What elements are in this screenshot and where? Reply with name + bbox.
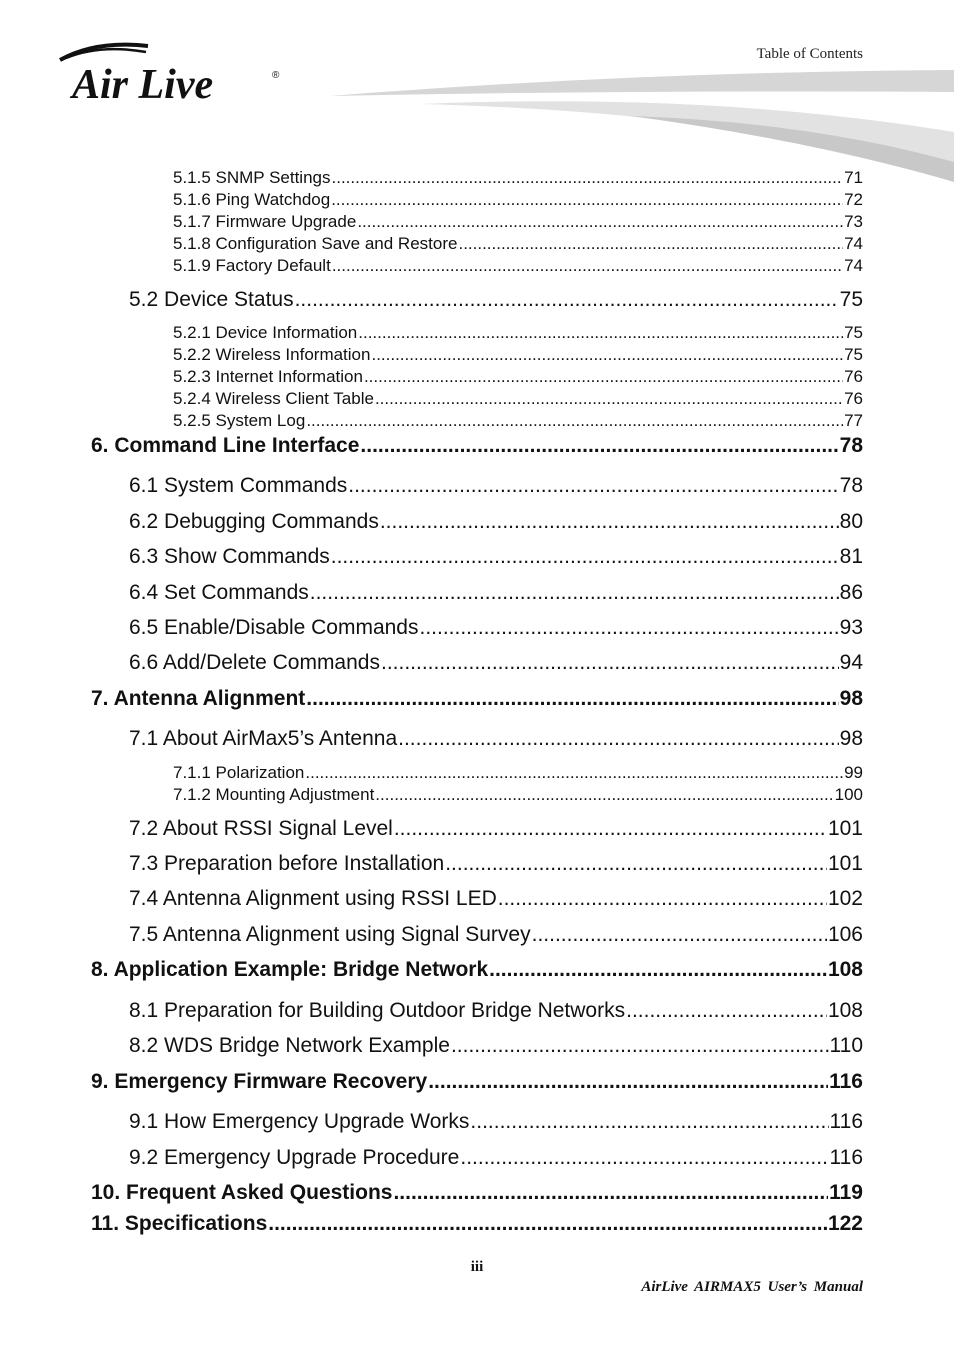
toc-entry-page: 81 [839, 545, 863, 568]
toc-entry-title: 7.1 About AirMax5’s Antenna [129, 727, 398, 750]
toc-entry-title: 5.1.6 Ping Watchdog [173, 190, 331, 209]
toc-leader-dots [428, 1070, 828, 1094]
toc-entry-title: 7.1.2 Mounting Adjustment [173, 785, 375, 804]
toc-leader-dots [460, 1146, 828, 1170]
toc-entry[interactable] [173, 763, 863, 783]
toc-entry-page: 74 [844, 234, 863, 253]
toc-leader-dots [358, 323, 843, 343]
toc-entry-page: 98 [839, 727, 863, 750]
toc-entry[interactable] [91, 1181, 863, 1205]
toc-entry-title: 6.5 Enable/Disable Commands [129, 616, 419, 639]
toc-entry-page: 78 [839, 434, 863, 457]
toc-entry-title: 9. Emergency Firmware Recovery [91, 1070, 428, 1093]
toc-entry-page: 75 [844, 323, 863, 342]
toc-entry-page: 116 [829, 1110, 863, 1133]
toc-entry[interactable] [129, 1110, 863, 1134]
toc-leader-dots [348, 474, 838, 498]
toc-entry-title: 11. Specifications [91, 1212, 268, 1235]
logo-registered-mark: ® [272, 70, 280, 81]
toc-entry-title: 5.2.3 Internet Information [173, 367, 363, 386]
toc-entry[interactable] [91, 434, 863, 458]
toc-entry-page: 98 [839, 687, 863, 710]
airlive-logo [56, 38, 296, 108]
toc-entry[interactable] [173, 168, 863, 188]
toc-entry[interactable] [173, 785, 863, 805]
toc-entry-title: 9.1 How Emergency Upgrade Works [129, 1110, 470, 1133]
toc-entry[interactable] [129, 923, 863, 947]
toc-entry-title: 6.1 System Commands [129, 474, 348, 497]
toc-entry-title: 5.2.4 Wireless Client Table [173, 389, 374, 408]
toc-leader-dots [445, 852, 827, 876]
toc-leader-dots [357, 212, 843, 232]
toc-entry[interactable] [129, 852, 863, 876]
toc-leader-dots [498, 887, 827, 911]
toc-entry-page: 74 [844, 256, 863, 275]
toc-entry[interactable] [129, 727, 863, 751]
toc-leader-dots [420, 616, 839, 640]
toc-leader-dots [371, 345, 843, 365]
toc-leader-dots [331, 190, 843, 210]
toc-entry[interactable] [129, 510, 863, 534]
toc-entry[interactable] [129, 616, 863, 640]
toc-entry-page: 110 [829, 1034, 863, 1057]
toc-leader-dots [268, 1212, 827, 1236]
toc-entry-page: 99 [844, 763, 863, 782]
toc-entry-page: 102 [827, 887, 863, 910]
toc-entry[interactable] [91, 1212, 863, 1236]
toc-entry-title: 7.5 Antenna Alignment using Signal Survey [129, 923, 531, 946]
toc-entry-page: 116 [829, 1070, 863, 1093]
toc-entry-page: 75 [839, 288, 863, 311]
toc-entry-page: 101 [827, 817, 863, 840]
toc-entry-title: 8.2 WDS Bridge Network Example [129, 1034, 450, 1057]
toc-entry-page: 77 [844, 411, 863, 430]
toc-leader-dots [332, 256, 843, 276]
toc-leader-dots [375, 389, 843, 409]
toc-entry-title: 7.2 About RSSI Signal Level [129, 817, 393, 840]
toc-entry-title: 7.3 Preparation before Installation [129, 852, 445, 875]
toc-entry[interactable] [173, 212, 863, 232]
toc-entry-page: 80 [839, 510, 863, 533]
toc-entry[interactable] [129, 651, 863, 675]
toc-entry[interactable] [129, 1034, 863, 1058]
toc-entry[interactable] [173, 411, 863, 431]
toc-leader-dots [310, 581, 839, 605]
toc-entry-page: 76 [844, 389, 863, 408]
toc-entry[interactable] [173, 345, 863, 365]
toc-entry-page: 73 [844, 212, 863, 231]
toc-entry[interactable] [91, 958, 863, 982]
toc-entry[interactable] [173, 367, 863, 387]
toc-entry-title: 6.4 Set Commands [129, 581, 309, 604]
toc-leader-dots [489, 958, 827, 982]
header-swoosh [330, 62, 954, 182]
toc-entry-title: 5.1.5 SNMP Settings [173, 168, 331, 187]
toc-entry[interactable] [129, 474, 863, 498]
toc-entry-page: 108 [827, 958, 863, 981]
toc-entry-page: 72 [844, 190, 863, 209]
toc-leader-dots [364, 367, 843, 387]
toc-entry-page: 100 [834, 785, 863, 804]
toc-leader-dots [381, 651, 839, 675]
toc-entry-title: 6.6 Add/Delete Commands [129, 651, 380, 674]
toc-entry-page: 101 [827, 852, 863, 875]
toc-entry-page: 108 [827, 999, 863, 1022]
toc-entry[interactable] [173, 190, 863, 210]
toc-entry[interactable] [129, 999, 863, 1023]
toc-leader-dots [393, 1181, 828, 1205]
toc-entry-title: 6.3 Show Commands [129, 545, 330, 568]
toc-entry[interactable] [129, 887, 863, 911]
toc-entry-title: 5.1.9 Factory Default [173, 256, 331, 275]
toc-entry-title: 9.2 Emergency Upgrade Procedure [129, 1146, 460, 1169]
toc-entry[interactable] [129, 581, 863, 605]
toc-entry-title: 5.1.8 Configuration Save and Restore [173, 234, 458, 253]
toc-entry-title: 5.2.5 System Log [173, 411, 306, 430]
toc-entry-title: 7.4 Antenna Alignment using RSSI LED [129, 887, 497, 910]
toc-leader-dots [295, 288, 839, 312]
toc-entry-page: 122 [827, 1212, 863, 1235]
toc-leader-dots [451, 1034, 829, 1058]
toc-entry[interactable] [173, 389, 863, 409]
toc-entry-title: 8. Application Example: Bridge Network [91, 958, 489, 981]
toc-entry-title: 5.2.1 Device Information [173, 323, 358, 342]
toc-entry-page: 94 [839, 651, 863, 674]
toc-entry-title: 5.2.2 Wireless Information [173, 345, 371, 364]
toc-entry-page: 116 [829, 1146, 863, 1169]
toc-leader-dots [532, 923, 827, 947]
toc-entry-page: 71 [844, 168, 863, 187]
toc-leader-dots [360, 434, 838, 458]
toc-entry-page: 93 [839, 616, 863, 639]
toc-entry[interactable] [91, 1070, 863, 1094]
toc-leader-dots [331, 545, 839, 569]
toc-entry[interactable] [91, 687, 863, 711]
toc-leader-dots [306, 687, 838, 711]
toc-leader-dots [458, 234, 843, 254]
toc-leader-dots [375, 785, 833, 805]
toc-leader-dots [305, 763, 843, 783]
toc-entry-title: 6. Command Line Interface [91, 434, 360, 457]
toc-leader-dots [394, 817, 827, 841]
toc-leader-dots [470, 1110, 828, 1134]
logo-text: Air Live [72, 62, 214, 108]
toc-entry[interactable] [129, 288, 863, 312]
toc-entry-page: 75 [844, 345, 863, 364]
toc-entry-title: 7.1.1 Polarization [173, 763, 305, 782]
toc-leader-dots [626, 999, 827, 1023]
toc-leader-dots [380, 510, 839, 534]
toc-entry[interactable] [129, 817, 863, 841]
toc-entry-title: 10. Frequent Asked Questions [91, 1181, 393, 1204]
section-label: Table of Contents [756, 46, 863, 62]
toc-entry-page: 86 [839, 581, 863, 604]
toc-leader-dots [306, 411, 843, 431]
toc-entry-page: 78 [839, 474, 863, 497]
manual-title: AirLive AIRMAX5 User’s Manual [641, 1279, 863, 1295]
toc-entry[interactable] [129, 545, 863, 569]
toc-entry[interactable] [173, 234, 863, 254]
toc-leader-dots [332, 168, 844, 188]
toc-entry[interactable] [173, 256, 863, 276]
toc-entry-page: 76 [844, 367, 863, 386]
toc-entry-title: 8.1 Preparation for Building Outdoor Bridge Networks [129, 999, 626, 1022]
toc-entry-page: 106 [827, 923, 863, 946]
toc-entry[interactable] [129, 1146, 863, 1170]
page-number: iii [470, 1259, 484, 1275]
toc-entry-title: 6.2 Debugging Commands [129, 510, 379, 533]
toc-entry-title: 7. Antenna Alignment [91, 687, 306, 710]
toc-entry-title: 5.2 Device Status [129, 288, 294, 311]
toc-leader-dots [398, 727, 839, 751]
toc-entry[interactable] [173, 323, 863, 343]
toc-entry-page: 119 [829, 1181, 863, 1204]
toc-entry-title: 5.1.7 Firmware Upgrade [173, 212, 357, 231]
